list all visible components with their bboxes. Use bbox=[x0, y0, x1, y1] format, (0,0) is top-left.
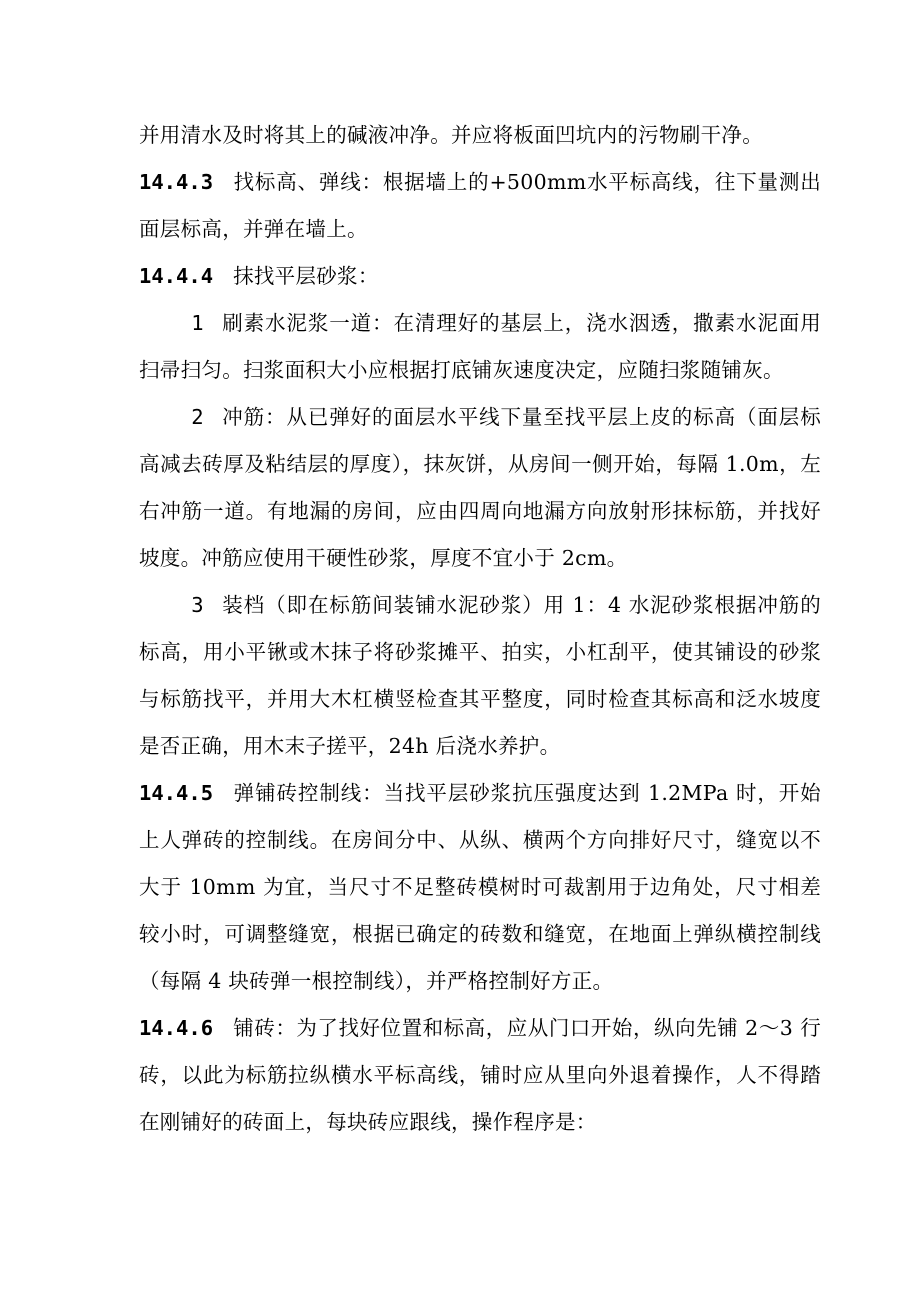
item-text: 冲筋：从已弹好的面层水平线下量至找平层上皮的标高（面层标高减去砖厚及粘结层的厚度），抹灰饼，从房间一侧开始，每隔 1.0m，左右冲筋一道。有地漏的房间，应由四周向地漏方向放射形抹标筋，并找好坡度。冲筋应使用干硬性砂浆，厚度不宜小于 2cm。 bbox=[139, 405, 821, 570]
item-number: 2 bbox=[191, 405, 204, 429]
section-number: 14.4.4 bbox=[139, 264, 214, 288]
item-text: 刷素水泥浆一道：在清理好的基层上，浇水洇透，撒素水泥面用扫帚扫匀。扫浆面积大小应根据打底铺灰速度决定，应随扫浆随铺灰。 bbox=[139, 311, 821, 382]
section-text: 找标高、弹线：根据墙上的+500mm水平标高线，往下量测出面层标高，并弹在墙上。 bbox=[139, 170, 821, 241]
list-item-1 bbox=[139, 300, 821, 394]
document-body bbox=[139, 112, 821, 1146]
section-text: 弹铺砖控制线：当找平层砂浆抗压强度达到 1.2MPa 时，开始上人弹砖的控制线。在房间分中、从纵、横两个方向排好尺寸，缝宽以不大于 10mm 为宜，当尺寸不足整砖模树时可裁割用于边角处，尺寸相差较小时，可调整缝宽，根据已确定的砖数和缝宽，在地面上弹纵横控制线（每隔 4 块砖弹一根控制线），并严格控制好方正。 bbox=[139, 781, 821, 993]
list-item-3 bbox=[139, 582, 821, 770]
section-14-4-4 bbox=[139, 253, 821, 300]
section-number: 14.4.6 bbox=[139, 1016, 214, 1040]
item-number: 1 bbox=[191, 311, 204, 335]
paragraph-text: 并用清水及时将其上的碱液冲净。并应将板面凹坑内的污物刷干净。 bbox=[139, 123, 763, 147]
section-14-4-3 bbox=[139, 159, 821, 253]
section-text: 铺砖：为了找好位置和标高，应从门口开始，纵向先铺 2～3 行砖，以此为标筋拉纵横水平标高线，铺时应从里向外退着操作，人不得踏在刚铺好的砖面上，每块砖应跟线，操作程序是： bbox=[139, 1016, 821, 1134]
section-14-4-5 bbox=[139, 770, 821, 1005]
item-number: 3 bbox=[191, 593, 204, 617]
paragraph-continuation bbox=[139, 112, 821, 159]
item-text: 装档（即在标筋间装铺水泥砂浆）用 1：4 水泥砂浆根据冲筋的标高，用小平锹或木抹子将砂浆摊平、拍实，小杠刮平，使其铺设的砂浆与标筋找平，并用大木杠横竖检查其平整度，同时检查其标高和泛水坡度是否正确，用木末子搓平，24h 后浇水养护。 bbox=[139, 593, 821, 758]
section-14-4-6 bbox=[139, 1005, 821, 1146]
list-item-2 bbox=[139, 394, 821, 582]
section-text: 抹找平层砂浆： bbox=[233, 264, 379, 288]
section-number: 14.4.5 bbox=[139, 781, 214, 805]
section-number: 14.4.3 bbox=[139, 170, 214, 194]
